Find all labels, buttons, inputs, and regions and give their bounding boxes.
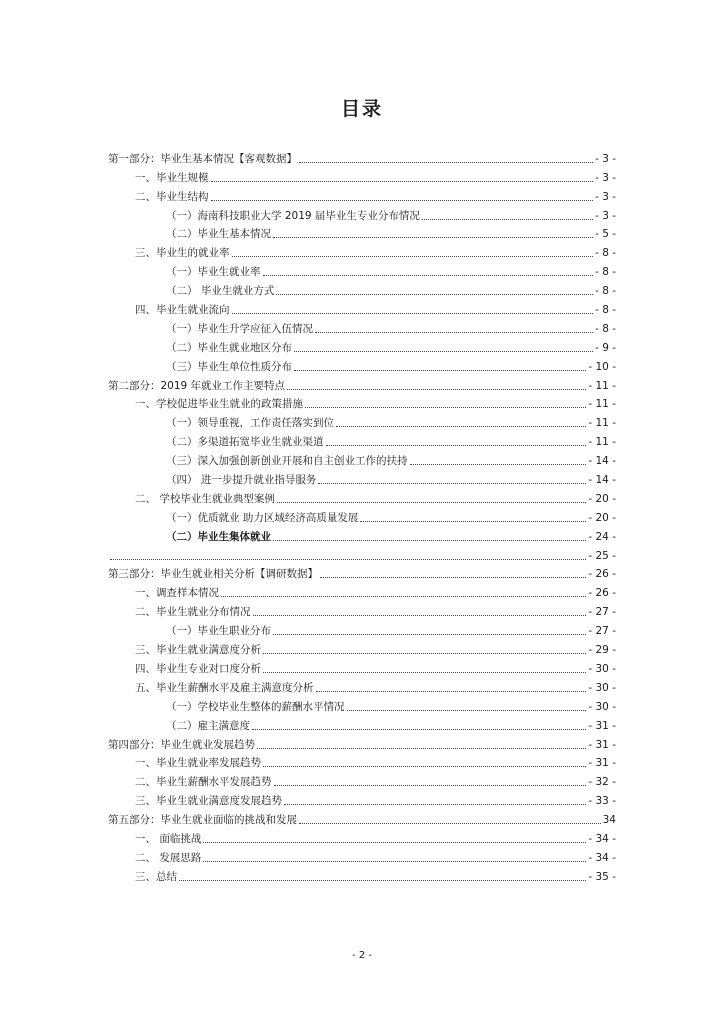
dot-leader bbox=[320, 576, 586, 578]
toc-entry[interactable] bbox=[108, 807, 616, 826]
toc-entry-page: - 26 - bbox=[588, 587, 616, 600]
toc-entry[interactable] bbox=[108, 694, 616, 713]
toc-entry-title: 第一部分：毕业生基本情况【客观数据】 bbox=[108, 152, 297, 165]
toc-entry[interactable] bbox=[108, 222, 616, 241]
toc-entry-title: 二、毕业生结构 bbox=[135, 190, 209, 203]
toc-entry-page: - 34 - bbox=[588, 851, 616, 864]
toc-entry-title: 三、总结 bbox=[135, 870, 177, 883]
dot-leader bbox=[276, 293, 593, 295]
toc-entry-title: 二、 学校毕业生就业典型案例 bbox=[135, 492, 275, 505]
toc-entry[interactable] bbox=[108, 826, 616, 845]
dot-leader bbox=[273, 539, 586, 541]
dot-leader bbox=[318, 482, 586, 484]
toc-entry[interactable] bbox=[108, 184, 616, 203]
dot-leader bbox=[410, 463, 587, 465]
dot-leader bbox=[305, 406, 586, 408]
toc-entry-page: - 33 - bbox=[588, 795, 616, 808]
dot-leader bbox=[253, 614, 587, 616]
toc-entry-title: 一、调查样本情况 bbox=[135, 587, 219, 600]
toc-entry[interactable] bbox=[108, 165, 616, 184]
toc-entry[interactable] bbox=[108, 467, 616, 486]
toc-entry-page: - 20 - bbox=[588, 511, 616, 524]
toc-entry-page: - 20 - bbox=[588, 492, 616, 505]
dot-leader bbox=[299, 822, 601, 824]
page-number: - 2 - bbox=[352, 950, 372, 961]
toc-entry-page: - 27 - bbox=[588, 625, 616, 638]
toc-entry[interactable] bbox=[108, 864, 616, 883]
dot-leader bbox=[316, 690, 587, 692]
toc-entry-title: （一）毕业生就业率 bbox=[166, 266, 261, 279]
toc-entry[interactable] bbox=[108, 505, 616, 524]
dot-leader bbox=[211, 199, 594, 201]
toc-entry-page: - 26 - bbox=[588, 568, 616, 581]
toc-entry[interactable] bbox=[108, 410, 616, 429]
toc-entry-page: - 27 - bbox=[588, 606, 616, 619]
toc-entry-title: 五、毕业生薪酬水平及雇主满意度分析 bbox=[135, 681, 314, 694]
toc-entry-page: - 11 - bbox=[588, 417, 616, 430]
dot-leader bbox=[347, 709, 587, 711]
toc-entry-page: - 3 - bbox=[595, 190, 616, 203]
toc-entry-page: - 31 - bbox=[588, 738, 616, 751]
toc-entry[interactable] bbox=[108, 373, 616, 392]
toc-entry-page: - 8 - bbox=[595, 247, 616, 260]
toc-entry-page: - 10 - bbox=[588, 360, 616, 373]
toc-entry[interactable] bbox=[108, 278, 616, 297]
dot-leader bbox=[273, 236, 593, 238]
toc-entry[interactable] bbox=[108, 146, 616, 165]
toc-entry-title: 三、毕业生就业满意度发展趋势 bbox=[135, 795, 282, 808]
dot-leader bbox=[263, 671, 586, 673]
toc-entry-title: 四、毕业生就业流向 bbox=[135, 304, 230, 317]
toc-entry-page: - 31 - bbox=[588, 719, 616, 732]
dot-leader bbox=[422, 218, 593, 220]
toc-entry[interactable] bbox=[108, 599, 616, 618]
toc-entry-title: 三、毕业生就业满意度分析 bbox=[135, 644, 261, 657]
toc-entry-title: （一）海南科技职业大学 2019 届毕业生专业分布情况 bbox=[166, 209, 420, 222]
toc-entry-title: （二） 毕业生就业方式 bbox=[166, 285, 275, 298]
toc-entry-page: - 11 - bbox=[588, 436, 616, 449]
page-title: 目录 bbox=[340, 98, 383, 120]
toc-entry-title: 一、毕业生规模 bbox=[135, 171, 209, 184]
dot-leader bbox=[263, 765, 586, 767]
toc-entry-page: - 9 - bbox=[595, 341, 616, 354]
toc-entry[interactable] bbox=[108, 297, 616, 316]
toc-entry[interactable] bbox=[108, 656, 616, 675]
toc-entry[interactable] bbox=[108, 203, 616, 222]
toc-entry[interactable] bbox=[108, 354, 616, 373]
toc-entry-page: - 30 - bbox=[588, 681, 616, 694]
toc-entry-page: - 31 - bbox=[588, 757, 616, 770]
toc-entry-page: - 24 - bbox=[588, 530, 616, 543]
toc-entry-title: （一）毕业生职业分布 bbox=[166, 625, 271, 638]
toc-entry-title: 二、 发展思路 bbox=[135, 851, 202, 864]
toc-entry[interactable] bbox=[108, 618, 616, 637]
dot-leader bbox=[221, 595, 586, 597]
toc-entry[interactable] bbox=[108, 429, 616, 448]
dot-leader bbox=[274, 784, 587, 786]
toc-entry-page: - 30 - bbox=[588, 700, 616, 713]
dot-leader bbox=[232, 255, 594, 257]
toc-entry-page: - 30 - bbox=[588, 662, 616, 675]
toc-entry-page: - 14 - bbox=[588, 474, 616, 487]
toc-entry-page: - 3 - bbox=[595, 209, 616, 222]
toc-entry-title: 一、 面临挑战 bbox=[135, 832, 202, 845]
toc-entry-title: （二）毕业生基本情况 bbox=[166, 228, 271, 241]
dot-leader bbox=[294, 369, 586, 371]
toc-entry-page: - 34 - bbox=[588, 832, 616, 845]
toc-entry[interactable] bbox=[108, 316, 616, 335]
toc-entry[interactable] bbox=[108, 845, 616, 864]
toc-entry-title: （一）优质就业 助力区域经济高质量发展 bbox=[166, 511, 359, 524]
toc-entry-page: - 8 - bbox=[595, 285, 616, 298]
dot-leader bbox=[277, 501, 587, 503]
toc-entry-page: - 8 - bbox=[595, 322, 616, 335]
toc-entry-page: - 3 - bbox=[595, 171, 616, 184]
dot-leader bbox=[360, 520, 586, 522]
dot-leader bbox=[263, 274, 594, 276]
toc-entry-page: - 8 - bbox=[595, 266, 616, 279]
toc-entry-title: （三）深入加强创新创业开展和自主创业工作的扶持 bbox=[166, 455, 408, 468]
toc-entry[interactable] bbox=[108, 448, 616, 467]
toc-entry-title: 四、毕业生专业对口度分析 bbox=[135, 662, 261, 675]
toc-entry-title: 一、毕业生就业率发展趋势 bbox=[135, 757, 261, 770]
dot-leader bbox=[326, 444, 587, 446]
toc-entry-title: （二）雇主满意度 bbox=[166, 719, 250, 732]
toc-entry-page: - 25 - bbox=[588, 549, 616, 562]
toc-entry-page: - 11 - bbox=[588, 379, 616, 392]
toc-entry[interactable] bbox=[108, 240, 616, 259]
toc-entry[interactable] bbox=[108, 580, 616, 599]
toc-entry[interactable] bbox=[108, 675, 616, 694]
toc-entry-title: 一、学校促进毕业生就业的政策措施 bbox=[135, 398, 303, 411]
toc-entry-title: 第三部分：毕业生就业相关分析【调研数据】 bbox=[108, 568, 318, 581]
dot-leader bbox=[336, 425, 586, 427]
toc-entry[interactable] bbox=[108, 732, 616, 751]
toc-entry-title: （一）毕业生升学应征入伍情况 bbox=[166, 322, 313, 335]
dot-leader bbox=[273, 633, 586, 635]
toc-entry-title: 二、毕业生就业分布情况 bbox=[135, 606, 251, 619]
toc-entry[interactable] bbox=[108, 788, 616, 807]
toc-entry-page: - 29 - bbox=[588, 644, 616, 657]
toc-entry-title: 第五部分：毕业生就业面临的挑战和发展 bbox=[108, 814, 297, 827]
toc-entry[interactable] bbox=[108, 769, 616, 788]
dot-leader bbox=[287, 388, 586, 390]
toc-entry[interactable] bbox=[108, 713, 616, 732]
toc-entry-title: （三）毕业生单位性质分布 bbox=[166, 360, 292, 373]
toc-entry[interactable] bbox=[108, 637, 616, 656]
dot-leader bbox=[294, 350, 593, 352]
toc-entry-page: 34 bbox=[602, 814, 616, 827]
toc-entry-title: （二）毕业生就业地区分布 bbox=[166, 341, 292, 354]
dot-leader bbox=[203, 860, 586, 862]
dot-leader bbox=[263, 652, 586, 654]
toc-entry-title: 第二部分：2019 年就业工作主要特点 bbox=[108, 379, 286, 392]
toc-entry-page: - 11 - bbox=[588, 398, 616, 411]
toc-entry[interactable] bbox=[108, 392, 616, 411]
toc-entry[interactable] bbox=[108, 751, 616, 770]
toc-entry[interactable] bbox=[108, 524, 616, 543]
dot-leader bbox=[232, 312, 594, 314]
toc-entry-page: - 5 - bbox=[595, 228, 616, 241]
toc-entry[interactable] bbox=[108, 562, 616, 581]
dot-leader bbox=[315, 331, 593, 333]
dot-leader bbox=[179, 879, 586, 881]
toc-entry-title: 二、毕业生薪酬水平发展趋势 bbox=[135, 776, 272, 789]
toc-entry-page: - 32 - bbox=[588, 776, 616, 789]
toc-entry-title: （一）学校毕业生整体的薪酬水平情况 bbox=[166, 700, 345, 713]
dot-leader bbox=[211, 180, 594, 182]
toc-entry[interactable] bbox=[108, 335, 616, 354]
dot-leader bbox=[299, 161, 593, 163]
toc-entry-page: - 8 - bbox=[595, 304, 616, 317]
toc-entry-page: - 35 - bbox=[588, 870, 616, 883]
toc-entry-title: 第四部分：毕业生就业发展趋势 bbox=[108, 738, 255, 751]
dot-leader bbox=[284, 803, 586, 805]
toc-entry-title: （四） 进一步提升就业指导服务 bbox=[166, 474, 317, 487]
toc-entry[interactable] bbox=[108, 486, 616, 505]
toc-entry-title: 三、毕业生的就业率 bbox=[135, 247, 230, 260]
dot-leader bbox=[110, 558, 586, 560]
toc-entry-title: （二）毕业生集体就业 bbox=[166, 530, 271, 543]
dot-leader bbox=[257, 747, 586, 749]
toc-entry[interactable] bbox=[108, 259, 616, 278]
dot-leader bbox=[203, 841, 586, 843]
toc-entry-page: - 3 - bbox=[595, 152, 616, 165]
toc-entry-title: （一）领导重视，工作责任落实到位 bbox=[166, 417, 334, 430]
dot-leader bbox=[252, 728, 586, 730]
toc-entry-page: - 14 - bbox=[588, 455, 616, 468]
toc-entry-title: （二）多渠道拓宽毕业生就业渠道 bbox=[166, 436, 324, 449]
toc-entry[interactable] bbox=[108, 543, 616, 562]
table-of-contents bbox=[108, 146, 616, 883]
